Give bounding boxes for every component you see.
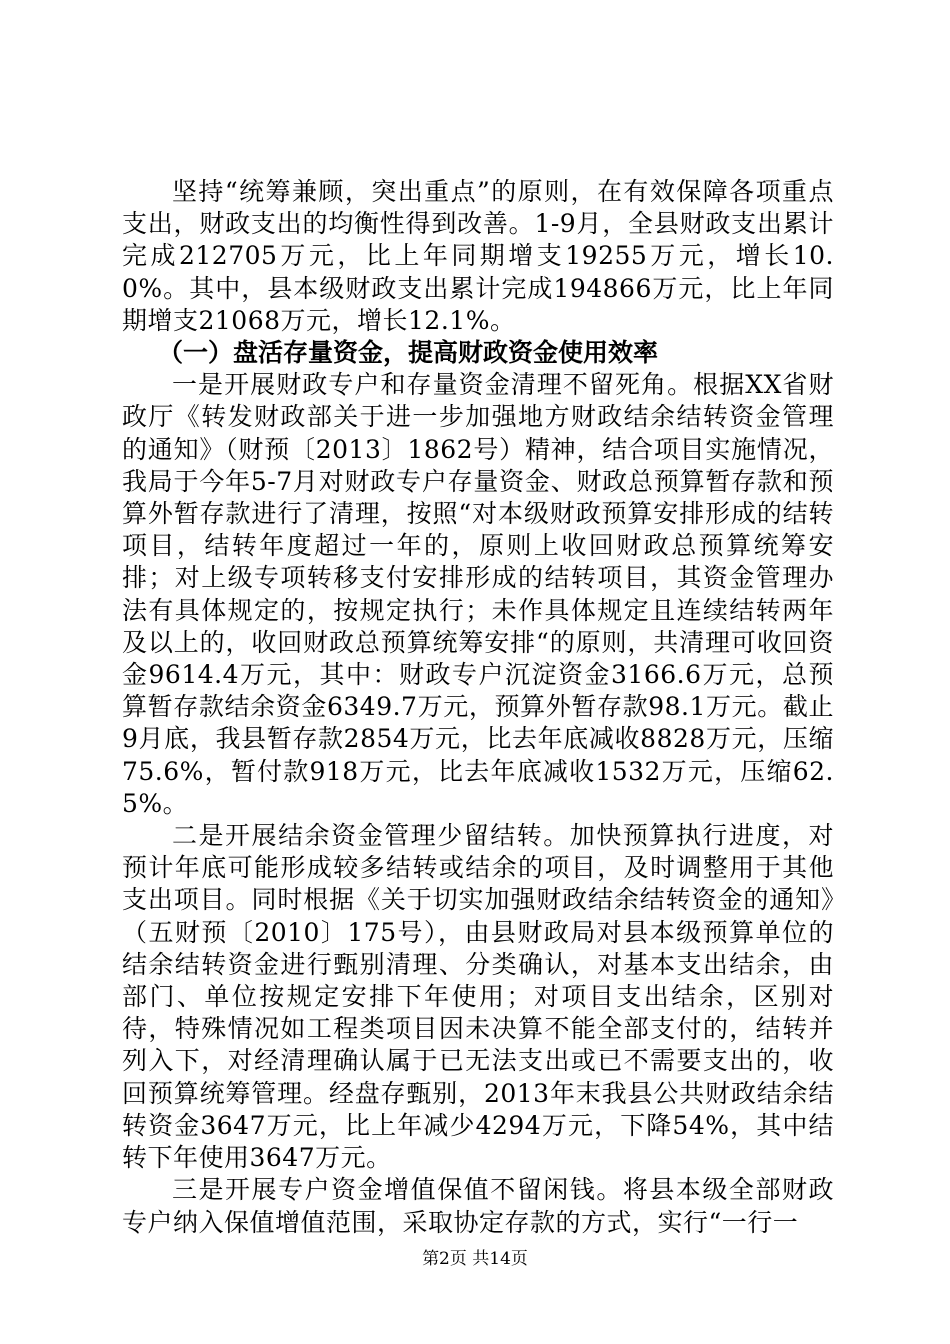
page-number-footer: 第2页 共14页 <box>422 1249 528 1269</box>
paragraph-item-three: 三是开展专户资金增值保值不留闲钱。将县本级全部财政专户纳入保值增值范围，采取协定存款的方式，实行“一行一 <box>122 1175 834 1237</box>
section-heading: （一）盘活存量资金，提高财政资金使用效率 <box>158 338 659 368</box>
paragraph-item-one: 一是开展财政专户和存量资金清理不留死角。根据XX省财政厅《转发财政部关于进一步加强地方财政结余结转资金管理的通知》（财预〔2013〕1862号）精神，结合项目实施情况，我局于今年5-7月对财政专户存量资金、财政总预算暂存款和预算外暂存款进行了清理，按照“对本级财政预算安排形成的结转项目，结转年度超过一年的，原则上收回财政总预算统筹安排；对上级专项转移支付安排形成的结转项目，其资金管理办法有具体规定的，按规定执行；未作具体规定且连续结转两年及以上的，收回财政总预算统筹安排“的原则，共清理可收回资金9614.4万元，其中：财政专户沉淀资金3166.6万元，总预算暂存款结余资金6349.7万元，预算外暂存款98.1万元。截止9月底，我县暂存款2854万元，比去年底减收8828万元，压缩75.6%，暂付款918万元，比去年底减收1532万元，压缩62.5%。 <box>122 370 834 818</box>
paragraph-expenditure-summary: 坚持“统筹兼顾，突出重点”的原则，在有效保障各项重点支出，财政支出的均衡性得到改善。1-9月，全县财政支出累计完成212705万元，比上年同期增支19255万元，增长10.0%。其中，县本级财政支出累计完成194866万元，比上年同期增支21068万元，增长12.1%。 <box>122 177 834 335</box>
document-body <box>122 176 834 1239</box>
paragraph-item-two: 二是开展结余资金管理少留结转。加快预算执行进度，对预计年底可能形成较多结转或结余的项目，及时调整用于其他支出项目。同时根据《关于切实加强财政结余结转资金的通知》（五财预〔2010〕175号），由县财政局对县本级预算单位的结余结转资金进行甄别清理、分类确认，对基本支出结余，由部门、单位按规定安排下年使用；对项目支出结余，区别对待，特殊情况如工程类项目因未决算不能全部支付的，结转并列入下，对经清理确认属于已无法支出或已不需要支出的，收回预算统筹管理。经盘存甄别，2013年末我县公共财政结余结转资金3647万元，比上年减少4294万元，下降54%，其中结转下年使用3647万元。 <box>122 821 834 1173</box>
